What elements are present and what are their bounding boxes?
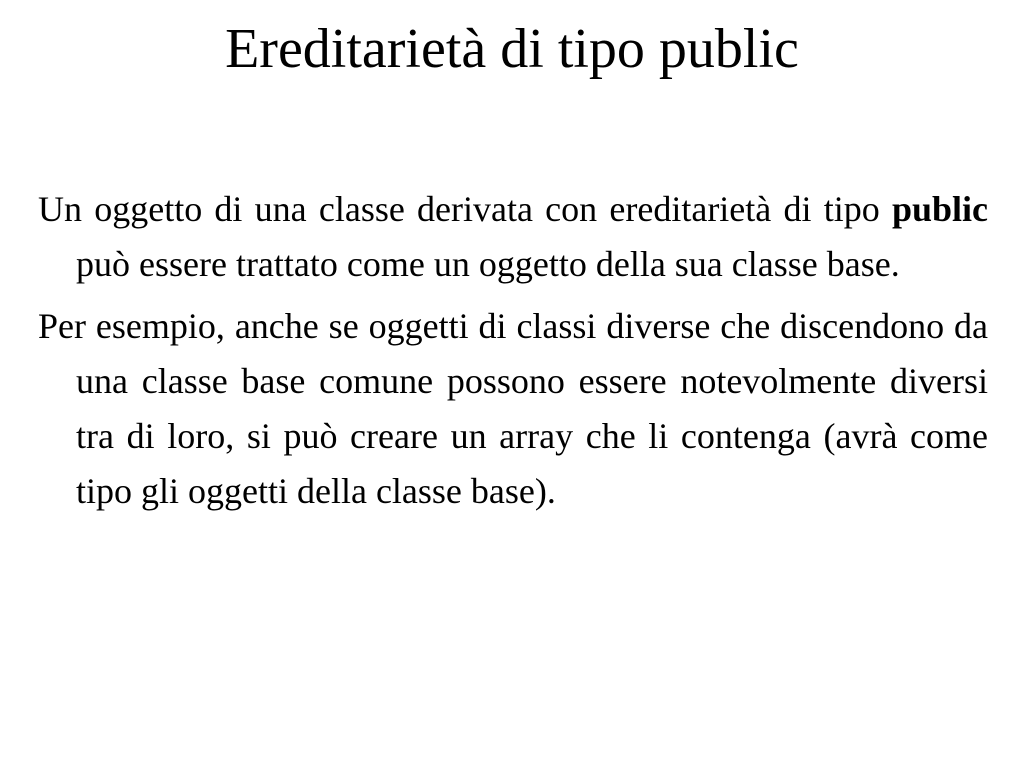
keyword-public: public (891, 189, 988, 229)
paragraph-public-inheritance (38, 182, 988, 292)
slide-body (38, 182, 988, 526)
slide-title: Ereditarietà di tipo public (225, 18, 799, 80)
paragraph-text-end: può essere trattato come un oggetto della sua classe base. (76, 244, 900, 284)
paragraph-text-start: Un oggetto di una classe derivata con ereditarietà di tipo (38, 189, 892, 229)
paragraph-example: Per esempio, anche se oggetti di classi diverse che discendono da una classe base comune possono essere notevolmente diversi tra di loro, si può creare un array che li contenga (avrà come tipo gli oggetti della classe base). (38, 306, 988, 511)
